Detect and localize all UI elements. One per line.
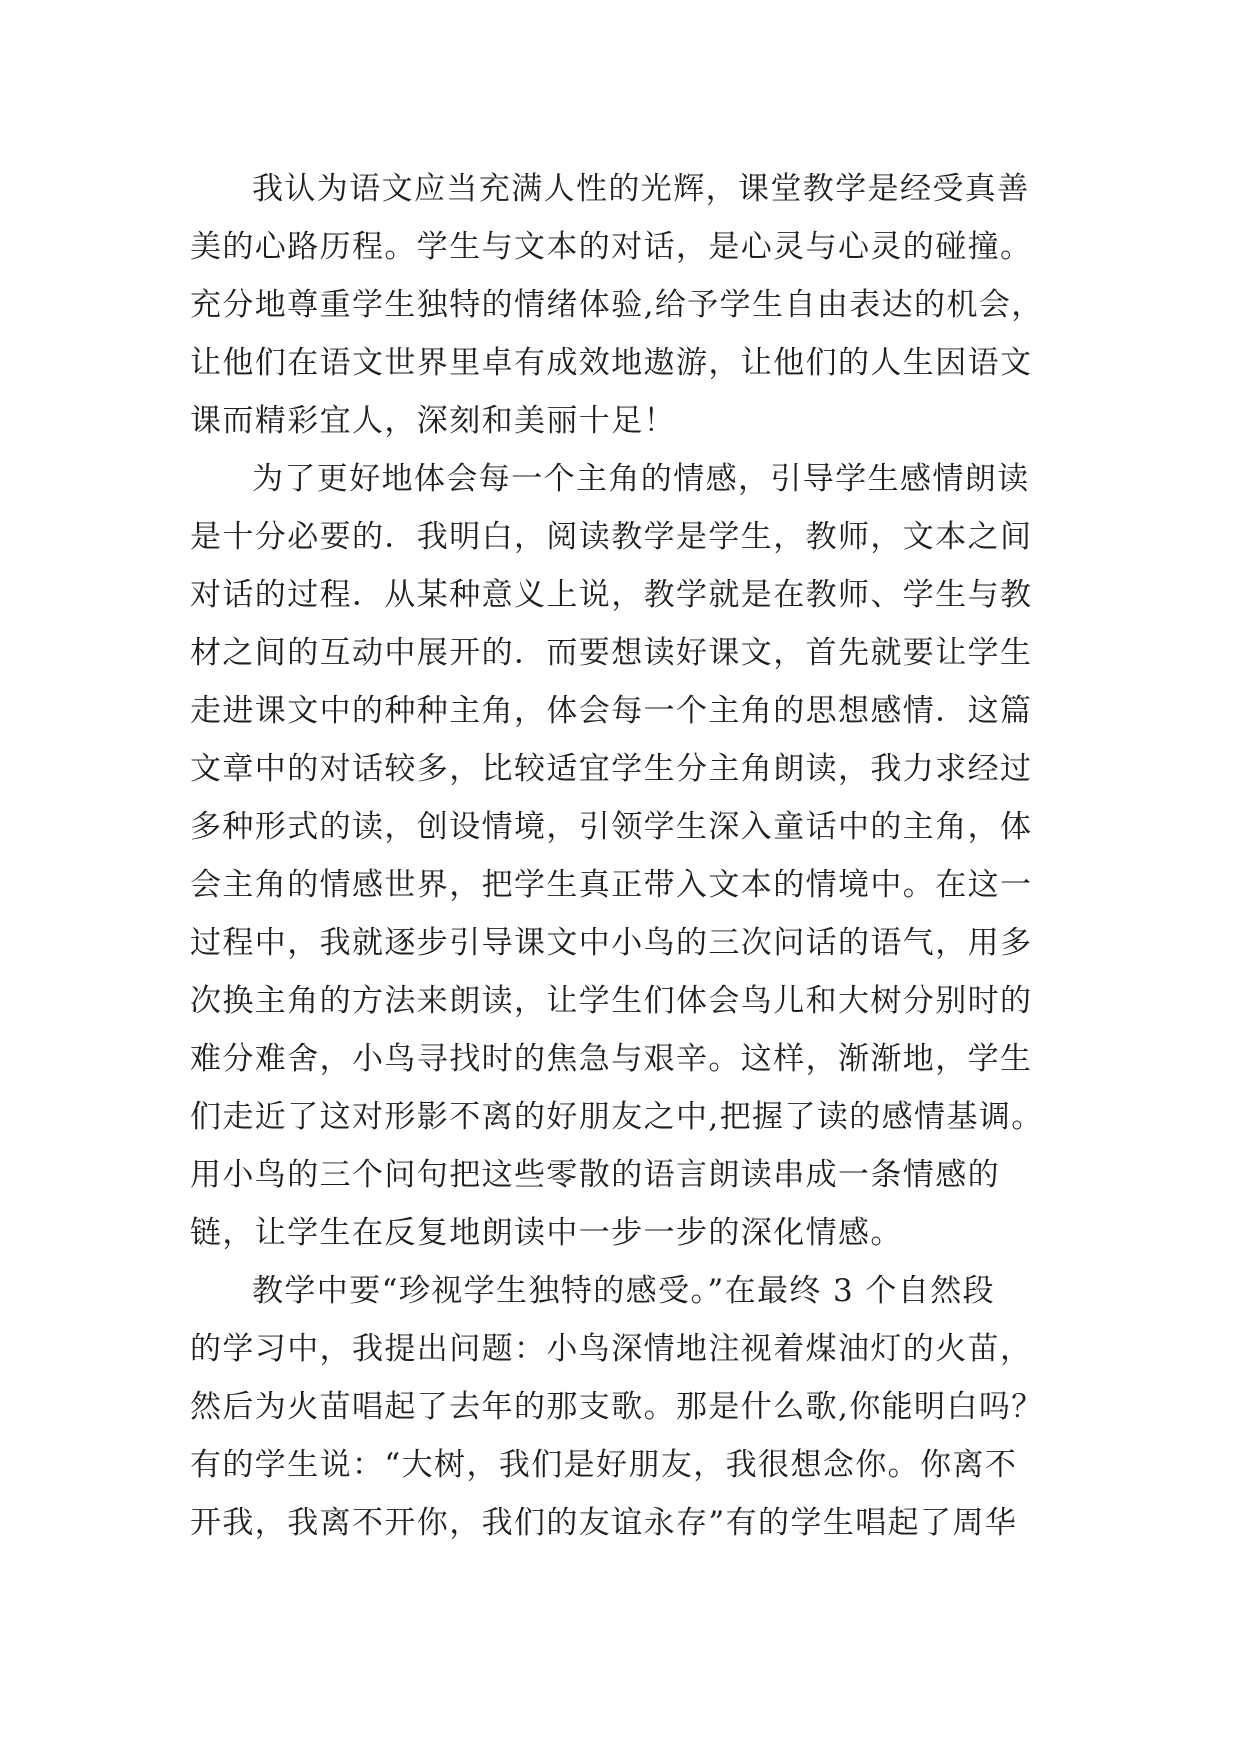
paragraph-line: 然后为火苗唱起了去年的那支歌。那是什么歌,你能明白吗？ [190, 1389, 1044, 1425]
paragraph-line: 多种形式的读，创设情境，引领学生深入童话中的主角，体 [190, 809, 1033, 845]
paragraph-1 [190, 160, 1090, 450]
document-body [190, 160, 1090, 1552]
paragraph-line: 走进课文中的种种主角，体会每一个主角的思想感情．这篇 [190, 693, 1033, 729]
paragraph-line: 的学习中，我提出问题：小鸟深情地注视着煤油灯的火苗， [190, 1331, 1033, 1367]
paragraph-line: 对话的过程．从某种意义上说，教学就是在教师、学生与教 [190, 577, 1033, 613]
paragraph-line: 是十分必要的．我明白，阅读教学是学生，教师，文本之间 [190, 519, 1033, 555]
paragraph-line: 为了更好地体会每一个主角的情感，引导学生感情朗读 [252, 461, 1030, 497]
paragraph-line: 有的学生说：“大树，我们是好朋友，我很想念你。你离不 [190, 1447, 1018, 1483]
paragraph-line: 文章中的对话较多，比较适宜学生分主角朗读，我力求经过 [190, 751, 1033, 787]
paragraph-2 [190, 450, 1090, 1262]
paragraph-line: 们走近了这对形影不离的好朋友之中,把握了读的感情基调。 [190, 1099, 1044, 1135]
paragraph-line: 会主角的情感世界，把学生真正带入文本的情境中。在这一 [190, 867, 1033, 903]
paragraph-line: 我认为语文应当充满人性的光辉，课堂教学是经受真善 [252, 171, 1030, 207]
paragraph-line: 美的心路历程。学生与文本的对话，是心灵与心灵的碰撞。 [190, 229, 1033, 265]
paragraph-line: 教学中要“珍视学生独特的感受。”在最终 3 个自然段 [252, 1273, 996, 1309]
paragraph-line: 开我，我离不开你，我们的友谊永存”有的学生唱起了周华 [190, 1505, 1018, 1541]
paragraph-line: 材之间的互动中展开的．而要想读好课文，首先就要让学生 [190, 635, 1033, 671]
paragraph-line: 课而精彩宜人，深刻和美丽十足！ [190, 403, 676, 439]
paragraph-line: 过程中，我就逐步引导课文中小鸟的三次问话的语气，用多 [190, 925, 1033, 961]
paragraph-line: 用小鸟的三个问句把这些零散的语言朗读串成一条情感的 [190, 1157, 1000, 1193]
paragraph-line: 充分地尊重学生独特的情绪体验,给予学生自由表达的机会， [190, 287, 1044, 323]
paragraph-line: 次换主角的方法来朗读，让学生们体会鸟儿和大树分别时的 [190, 983, 1033, 1019]
paragraph-line: 让他们在语文世界里卓有成效地遨游，让他们的人生因语文 [190, 345, 1033, 381]
paragraph-line: 链，让学生在反复地朗读中一步一步的深化情感。 [190, 1215, 903, 1251]
paragraph-line: 难分难舍，小鸟寻找时的焦急与艰辛。这样，渐渐地，学生 [190, 1041, 1033, 1077]
paragraph-3 [190, 1262, 1090, 1552]
